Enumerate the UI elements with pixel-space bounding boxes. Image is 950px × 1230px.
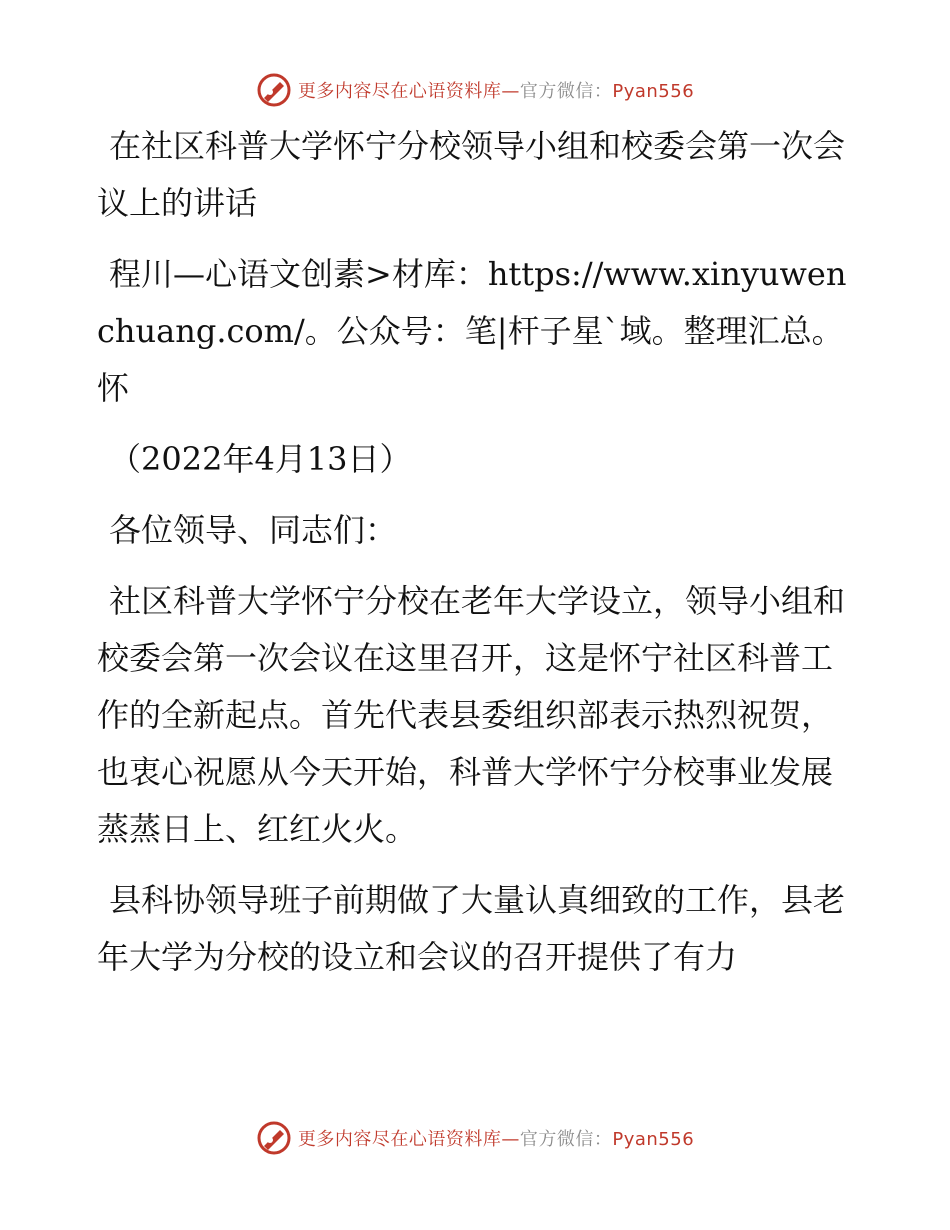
banner-dash: — xyxy=(501,81,520,102)
banner-label: 官方微信： xyxy=(519,1129,613,1150)
paragraph-2: 县科协领导班子前期做了大量认真细致的工作，县老年大学为分校的设立和会议的召开提供了有力 xyxy=(97,881,846,976)
banner-main-text: 更多内容尽在心语资料库 xyxy=(297,1129,502,1150)
paragraph-1: 社区科普大学怀宁分校在老年大学设立，领导小组和校委会第一次会议在这里召开，这是怀宁社区科普工作的全新起点。首先代表县委组织部表示热烈祝贺，也衷心祝愿从今天开始，科普大学怀宁分校事业发展蒸蒸日上、红红火火。 xyxy=(97,582,846,848)
banner-wechat-id: Pyan556 xyxy=(612,1129,695,1150)
document-title: 在社区科普大学怀宁分校领导小组和校委会第一次会议上的讲话 xyxy=(97,127,846,222)
author-line: 程川—心语文创素>材库：https://www.xinyuwenchuang.com/。公众号：笔|杆子星`域。整理汇总。怀 xyxy=(97,255,847,407)
banner-text xyxy=(298,77,694,103)
banner-main-text: 更多内容尽在心语资料库 xyxy=(297,81,502,102)
document-body xyxy=(97,118,857,994)
banner-label: 官方微信： xyxy=(519,81,613,102)
header-banner xyxy=(0,70,950,110)
banner-dash: — xyxy=(501,1129,520,1150)
footer-banner xyxy=(0,1118,950,1158)
document-date: （2022年4月13日） xyxy=(109,440,412,478)
salutation: 各位领导、同志们： xyxy=(109,511,398,549)
ink-pen-logo-icon xyxy=(256,72,292,108)
banner-text xyxy=(298,1125,694,1151)
banner-wechat-id: Pyan556 xyxy=(612,81,695,102)
ink-pen-logo-icon xyxy=(256,1120,292,1156)
